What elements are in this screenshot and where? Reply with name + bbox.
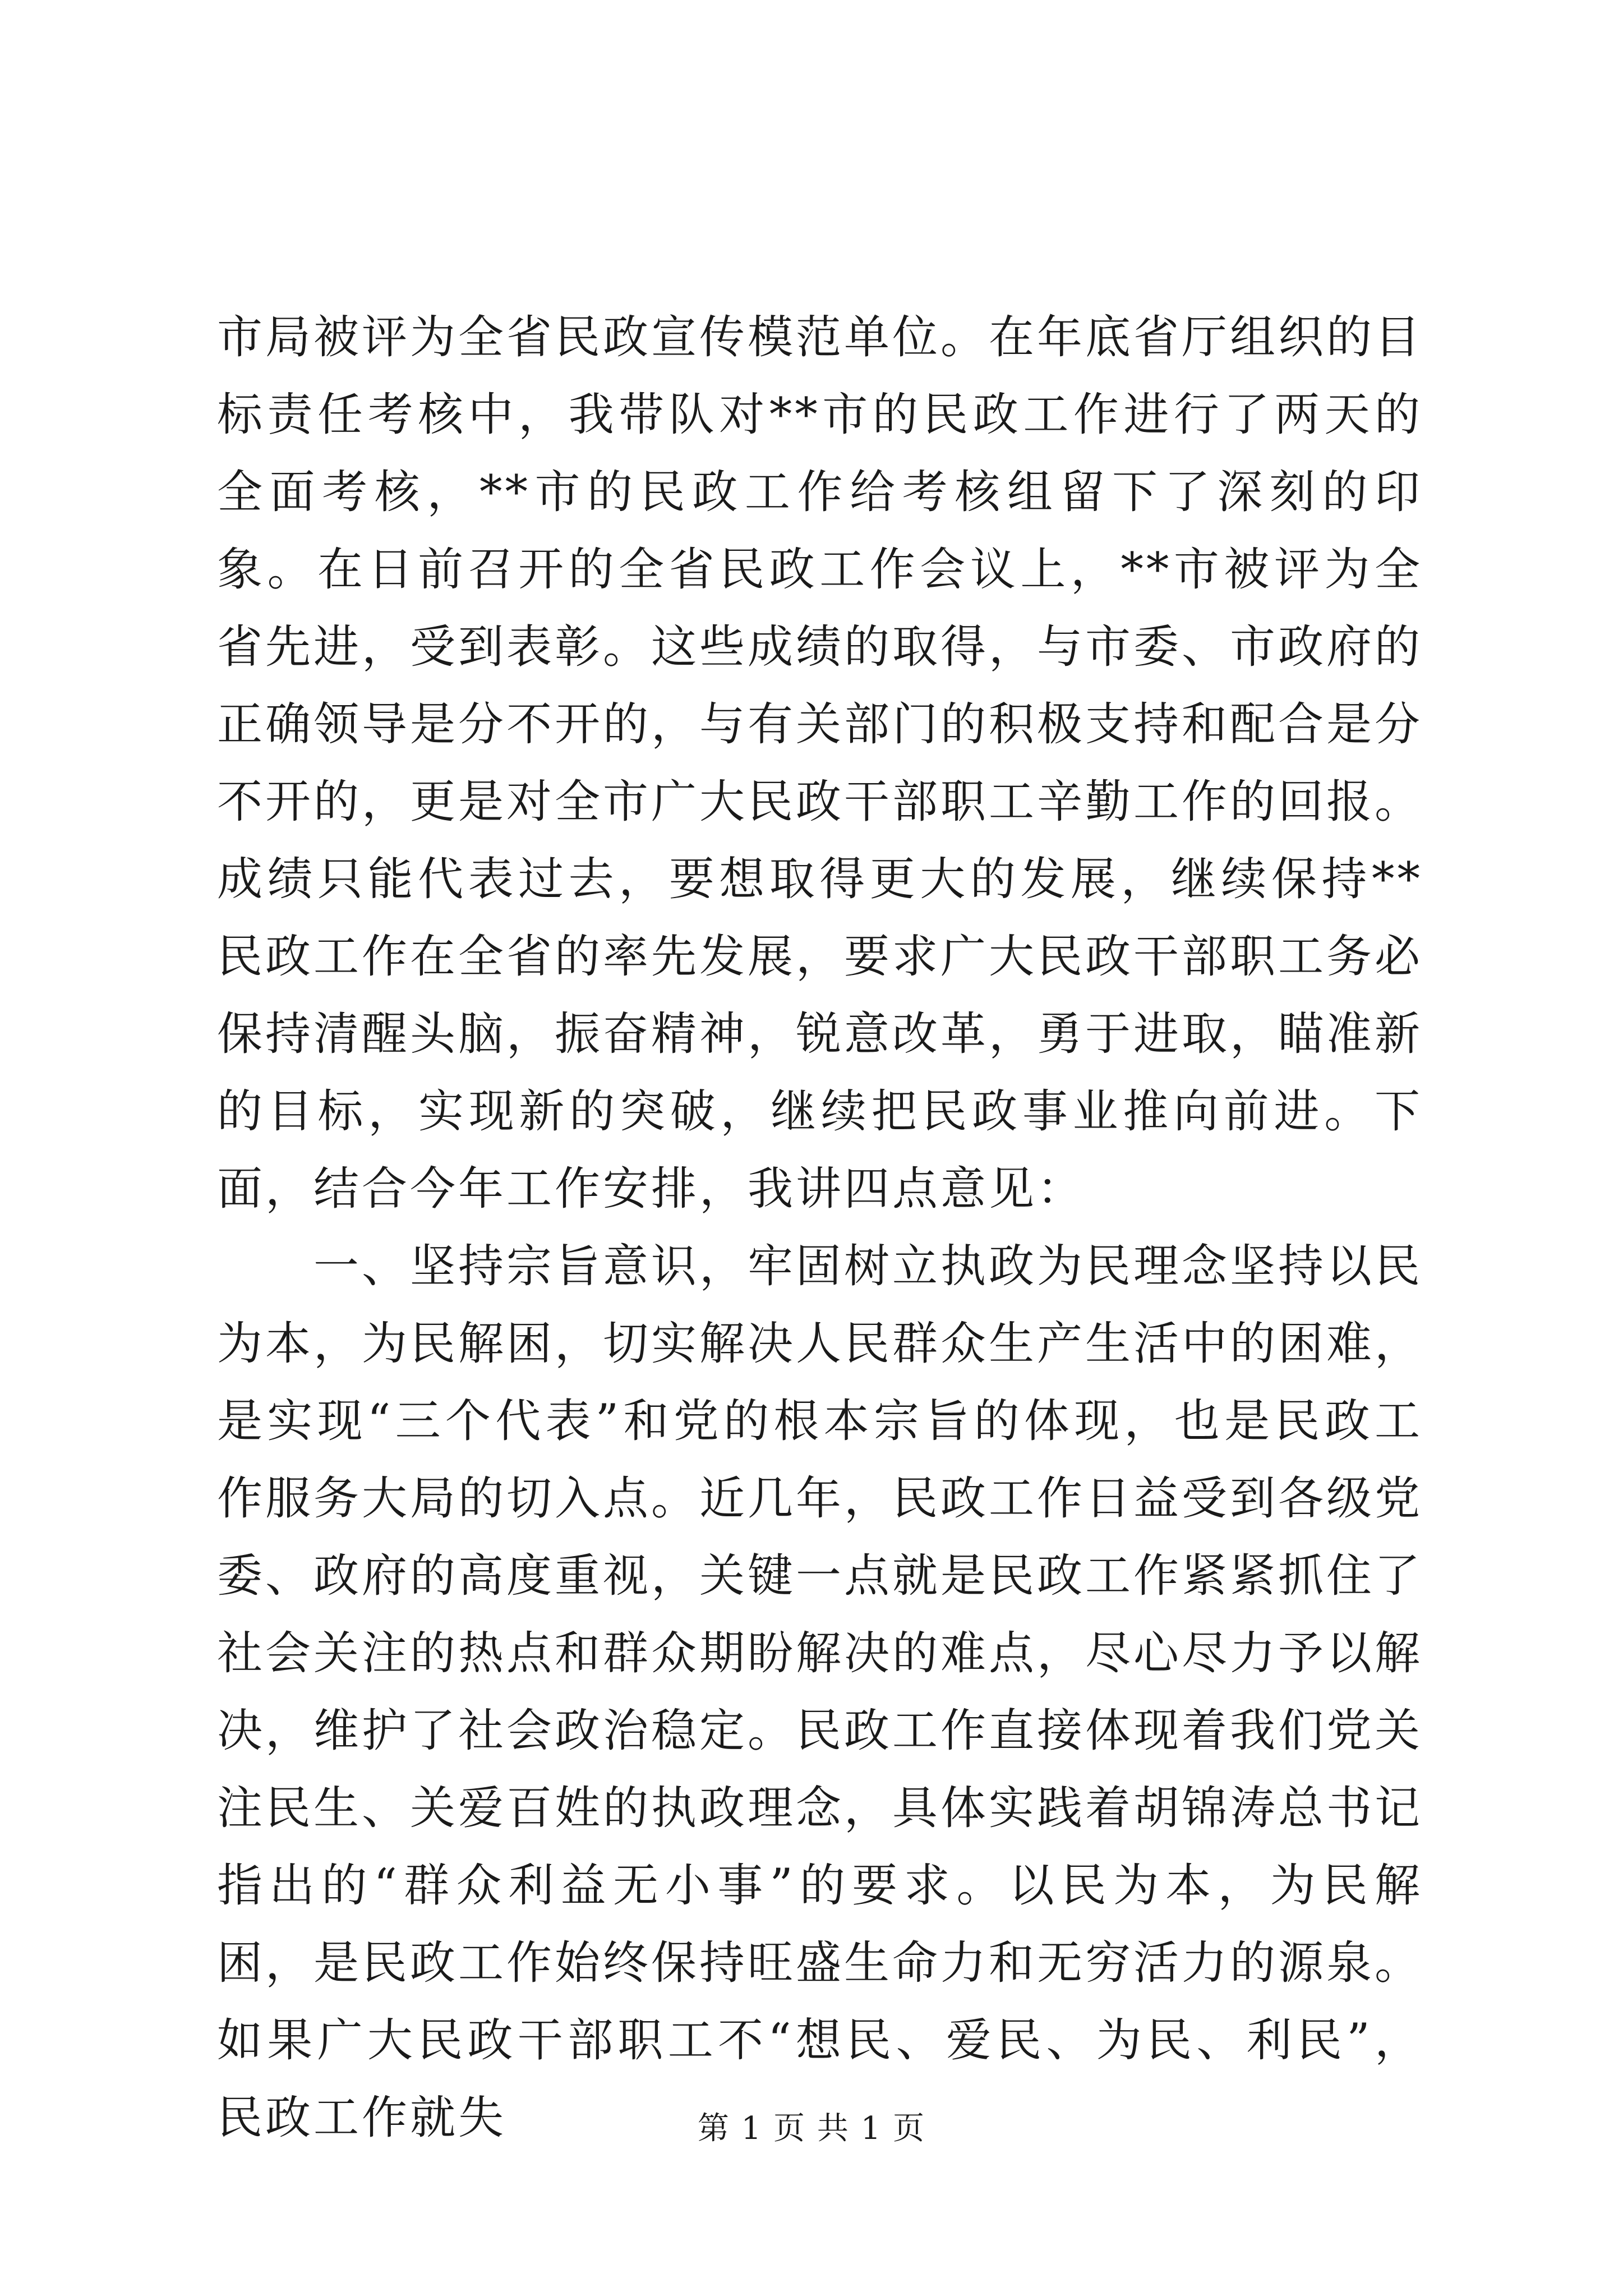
paragraph-2: 一、坚持宗旨意识，牢固树立执政为民理念坚持以民为本，为民解困，切实解决人民群众生产生活中的困难，是实现“三个代表”和党的根本宗旨的体现，也是民政工作服务大局的切入点。近几年，民政工作日益受到各级党委、政府的高度重视，关键一点就是民政工作紧紧抓住了社会关注的热点和群众期盼解决的难点，尽心尽力予以解决，维护了社会政治稳定。民政工作直接体现着我们党关注民生、关爱百姓的执政理念，具体实践着胡锦涛总书记指出的“群众利益无小事”的要求。以民为本，为民解困，是民政工作始终保持旺盛生命力和无穷活力的源泉。如果广大民政干部职工不“想民、爱民、为民、利民”，民政工作就失 — [217, 1240, 1423, 2145]
page-footer: 第 1 页 共 1 页 — [697, 2110, 926, 2147]
paragraph-1: 市局被评为全省民政宣传模范单位。在年底省厅组织的目标责任考核中，我带队对**市的民政工作进行了两天的全面考核，**市的民政工作给考核组留下了深刻的印象。在日前召开的全省民政工作会议上，**市被评为全省先进，受到表彰。这些成绩的取得，与市委、市政府的正确领导是分不开的，与有关部门的积极支持和配合是分不开的，更是对全市广大民政干部职工辛勤工作的回报。成绩只能代表过去，要想取得更大的发展，继续保持**民政工作在全省的率先发展，要求广大民政干部职工务必保持清醒头脑，振奋精神，锐意改革，勇于进取，瞄准新的目标，实现新的突破，继续把民政事业推向前进。下面，结合今年工作安排，我讲四点意见： — [217, 311, 1423, 1216]
document-body — [217, 299, 1423, 2157]
